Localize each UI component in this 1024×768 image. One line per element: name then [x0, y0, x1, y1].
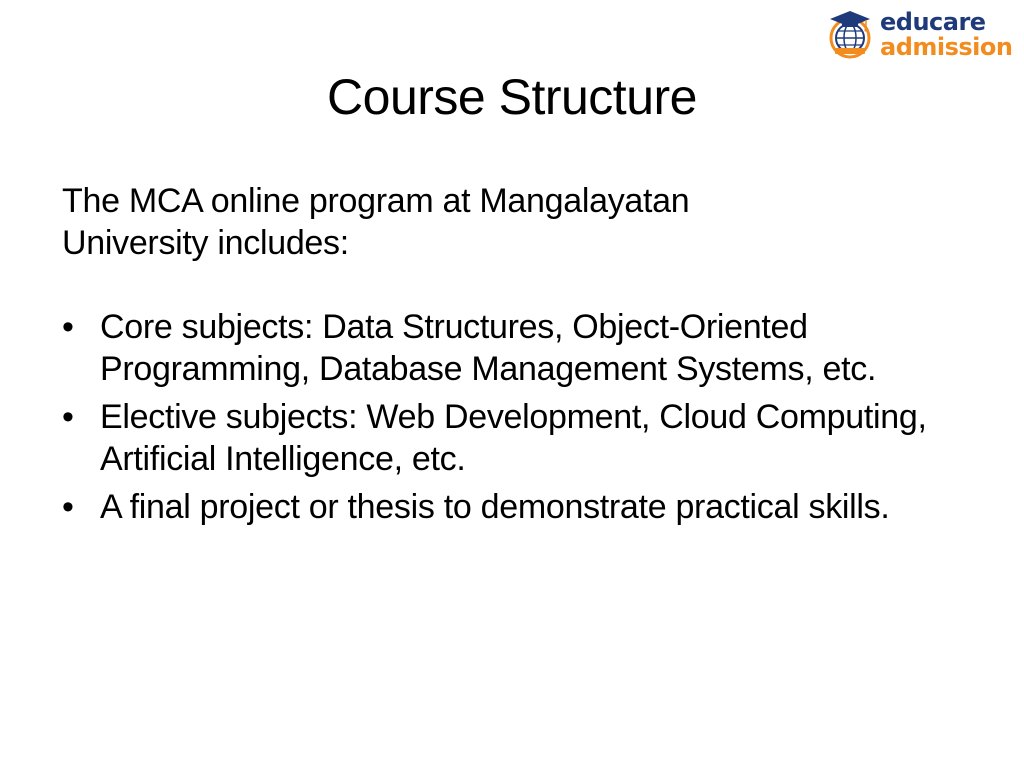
logo-line-admission: admission [880, 32, 1013, 61]
bullet-text: A final project or thesis to demonstrate practical skills. [100, 488, 890, 526]
bullet-list [62, 306, 962, 528]
intro-text: The MCA online program at Mangalayatan University includes: [62, 182, 690, 262]
bullet-item [62, 486, 962, 528]
bullet-item [62, 396, 962, 480]
slide-title: Course Structure [327, 69, 697, 125]
educare-admission-logo [826, 6, 1018, 62]
bullet-text: Core subjects: Data Structures, Object-Oriented Programming, Database Management Systems, etc. [100, 308, 877, 388]
bullet-dot-icon: • [62, 488, 74, 526]
logo-wordmark [880, 7, 1013, 61]
graduation-cap-globe-icon [826, 9, 874, 59]
bullet-item [62, 306, 962, 390]
bullet-text: Elective subjects: Web Development, Cloud Computing, Artificial Intelligence, etc. [100, 398, 927, 478]
slide-body [62, 180, 962, 534]
bullet-dot-icon: • [62, 398, 74, 436]
logo-line-educare: educare [880, 7, 986, 36]
bullet-dot-icon: • [62, 308, 74, 346]
